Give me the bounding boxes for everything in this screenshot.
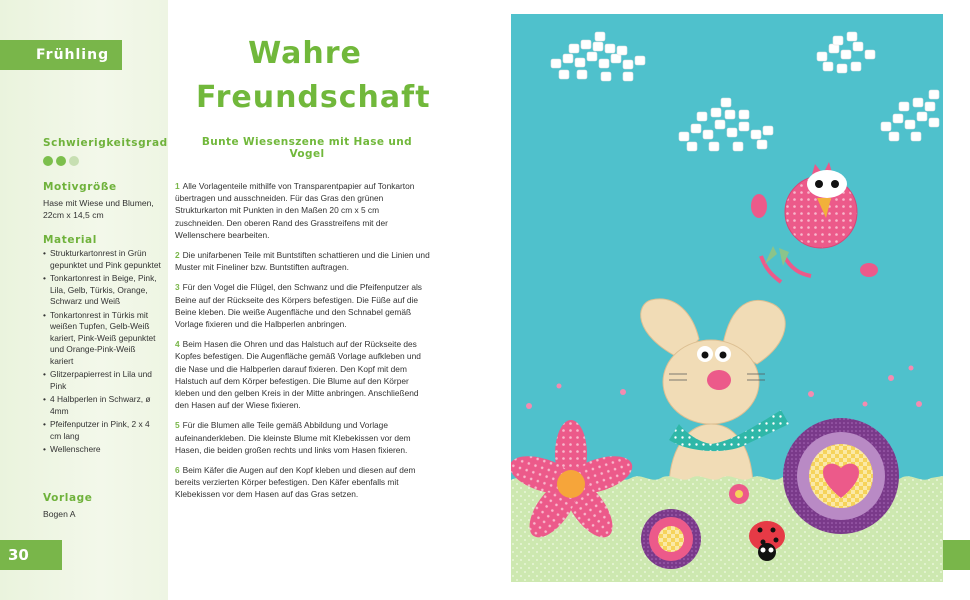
difficulty-dot-filled xyxy=(56,156,66,166)
material-item: • Pfeifenputzer in Pink, 2 x 4 cm lang xyxy=(43,419,161,442)
instructions xyxy=(175,180,430,509)
material-list xyxy=(43,248,161,458)
step-text: Für den Vogel die Flügel, den Schwanz und die Pfeifenputzer als Beine auf der Rückseite des Körpers befestigen. Die Füße auf die Beine kleben. Die weiße Augenfläche und den Schnabel gemäß Vorlage fixieren und die Halbperlen anbringen. xyxy=(175,282,422,330)
step-text: Beim Hasen die Ohren und das Halstuch auf der Rückseite des Kopfes befestigen. Die Augenfläche gemäß Vorlage aufkleben und die Nase und die Halbperlen darauf fixieren. Den Kopf mit dem Halstuch auf dem Körper befestigen. Die Blume auf den Körper kleben und den gelben Kreis in der Mitte anbringen. Anschließend den Hasen auf der Wiese fixieren. xyxy=(175,339,421,411)
material-heading: Material xyxy=(43,234,97,246)
step xyxy=(175,249,430,273)
subtitle: Bunte Wiesenszene mit Hase und Vogel xyxy=(201,136,413,160)
material-item: • Glitzerpapierrest in Lila und Pink xyxy=(43,369,161,392)
step-text: Alle Vorlagenteile mithilfe von Transparentpapier auf Tonkarton übertragen und ausschneiden. Für das Gras den grünen Strukturkarton mit Punkten in den Maßen 20 cm x 5 cm zuschneiden. Den oberen Rand des Grasstreifens mit der Wellenschere bearbeiten. xyxy=(175,181,415,240)
season-tab: Frühling xyxy=(0,40,122,70)
title-line-2: Freundschaft xyxy=(196,80,431,115)
step xyxy=(175,464,430,501)
difficulty-dot-empty xyxy=(69,156,79,166)
step-text: Die unifarbenen Teile mit Buntstiften schattieren und die Linien und Muster mit Fineliner bzw. Buntstiften auftragen. xyxy=(175,250,430,273)
step-text: Für die Blumen alle Teile gemäß Abbildung und Vorlage aufeinanderkleben. Die kleinste Blume mit Klebekissen vor dem Hasen, die beiden großen rechts und links vom Hasen fixieren. xyxy=(175,420,411,455)
step xyxy=(175,281,430,330)
flower xyxy=(641,509,701,569)
material-item: • Wellenschere xyxy=(43,444,161,456)
step-number: 1 xyxy=(175,181,180,191)
step-number: 4 xyxy=(175,339,180,350)
small-flower xyxy=(729,484,749,504)
step xyxy=(175,180,430,241)
title-line-1: Wahre xyxy=(248,36,362,71)
size-heading: Motivgröße xyxy=(43,181,117,193)
flower xyxy=(783,418,899,534)
step-number: 3 xyxy=(175,282,180,293)
page-number-left: 30 xyxy=(0,540,62,570)
template-heading: Vorlage xyxy=(43,492,93,504)
difficulty-heading: Schwierigkeitsgrad xyxy=(43,137,168,149)
template-text: Bogen A xyxy=(43,509,76,519)
step-number: 5 xyxy=(175,420,180,431)
step-number: 2 xyxy=(175,250,180,261)
step-number: 6 xyxy=(175,465,180,476)
material-item: • Tonkartonrest in Türkis mit weißen Tupfen, Gelb-Weiß kariert, Pink-Weiß gepunktet und Orange-Pink-Weiß kariert xyxy=(43,310,161,368)
material-item: • Strukturkartonrest in Grün gepunktet und Pink gepunktet xyxy=(43,248,161,271)
step xyxy=(175,419,430,456)
material-item: • 4 Halbperlen in Schwarz, ø 4mm xyxy=(43,394,161,417)
craft-photo xyxy=(511,14,943,582)
material-item: • Tonkartonrest in Beige, Pink, Lila, Gelb, Türkis, Orange, Schwarz und Weiß xyxy=(43,273,161,308)
step xyxy=(175,338,430,411)
difficulty-dot-filled xyxy=(43,156,53,166)
difficulty-rating xyxy=(43,153,82,171)
craft-illustration xyxy=(511,14,943,582)
step-text: Beim Käfer die Augen auf den Kopf kleben und diesen auf dem bereits verzierten Körper befestigen. Den Käfer ebenfalls mit Klebekissen vor dem Hasen auf das Gras setzen. xyxy=(175,465,416,500)
size-text: Hase mit Wiese und Blumen, 22cm x 14,5 cm xyxy=(43,198,154,220)
